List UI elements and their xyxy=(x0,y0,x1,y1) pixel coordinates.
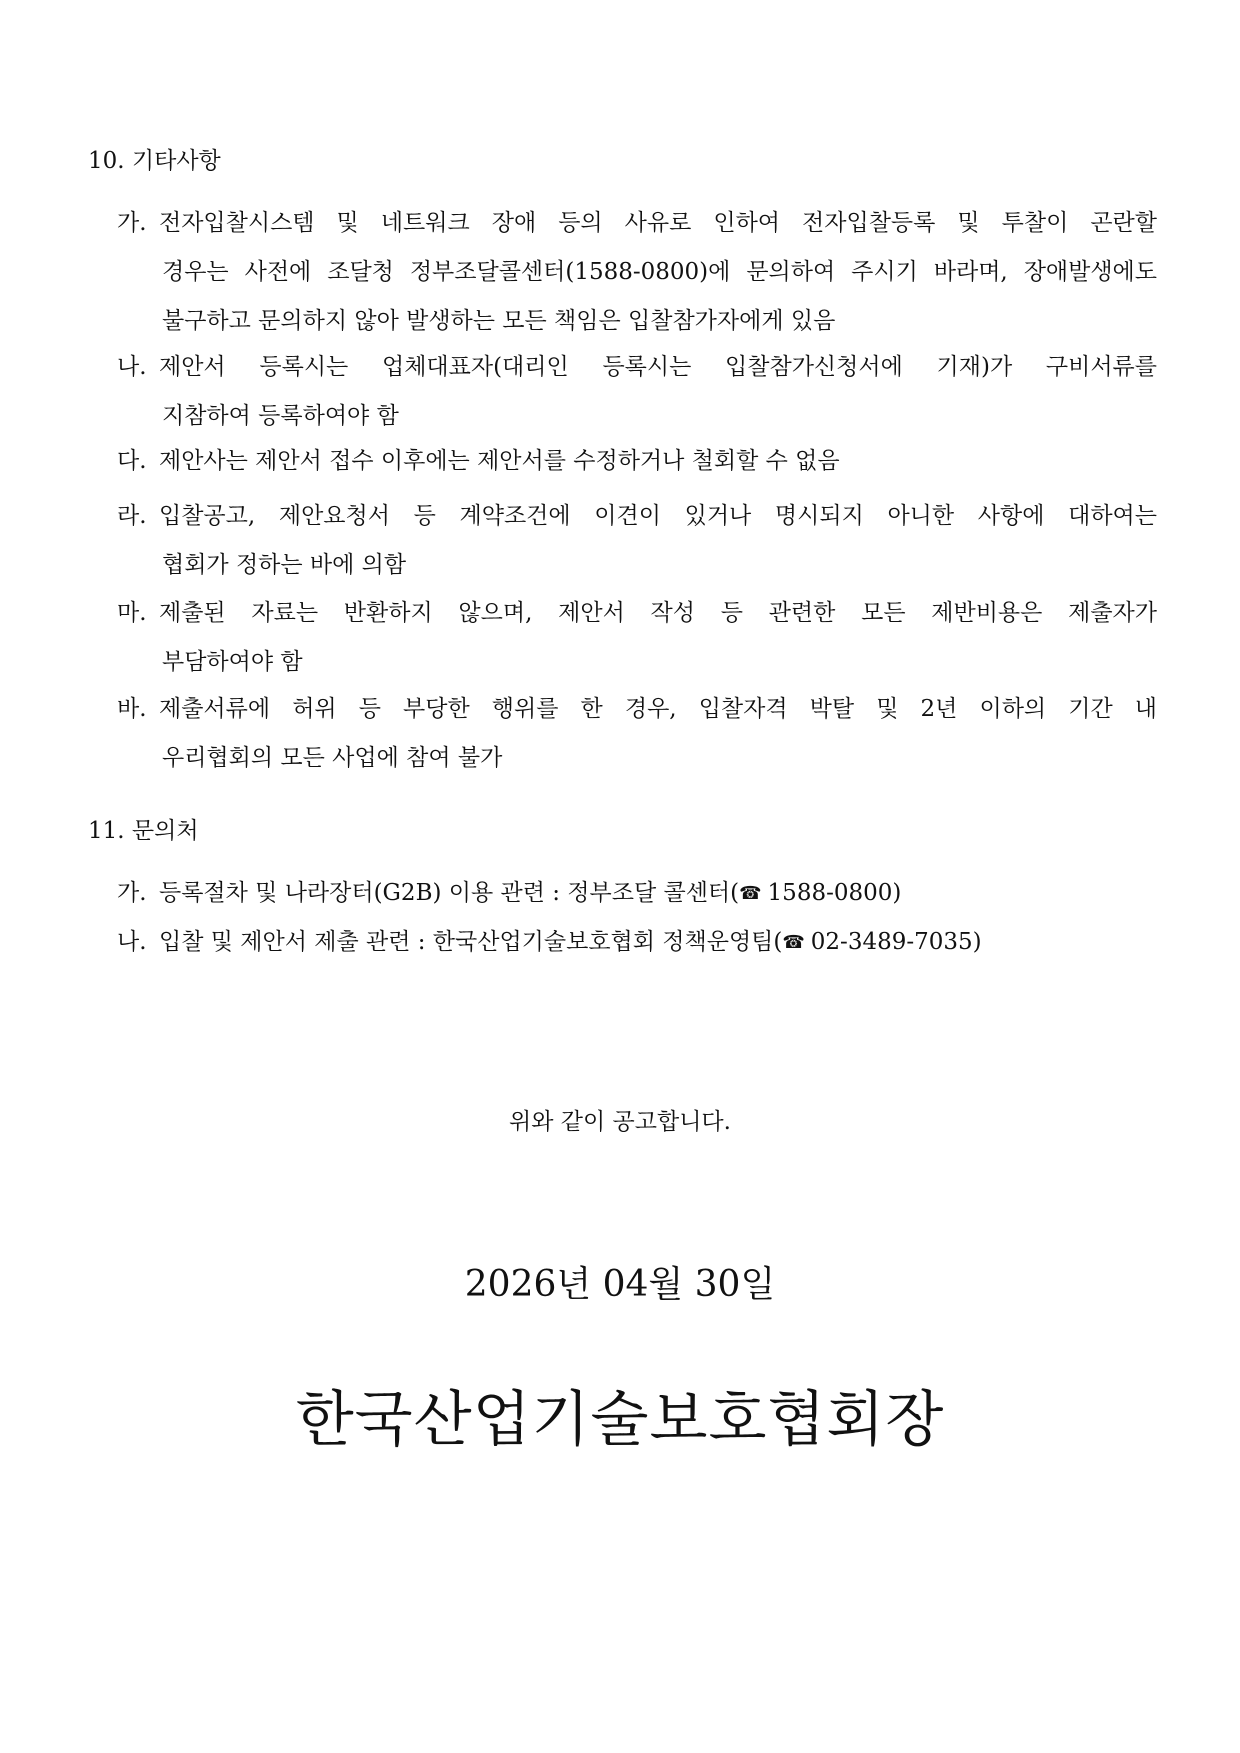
item-line xyxy=(117,743,1157,792)
section-11-heading: 11. 문의처 xyxy=(88,818,199,844)
item-text: 제출된 자료는 반환하지 않으며, 제안서 작성 등 관련한 모든 제반비용은 제출자가 xyxy=(159,600,1157,626)
section-10-item-ba xyxy=(117,694,1157,792)
telephone-icon: ☎ xyxy=(739,883,762,904)
item-text: 부담하여야 함 xyxy=(162,649,303,675)
contact-phone: 02-3489-7035) xyxy=(810,929,982,955)
item-line xyxy=(117,208,1157,257)
item-marker: 마. xyxy=(117,600,147,626)
section-10-item-da xyxy=(117,446,1157,495)
item-text: 경우는 사전에 조달청 정부조달콜센터(1588-0800)에 문의하여 주시기 바라며, 장애발생에도 xyxy=(162,259,1157,285)
item-marker: 가. xyxy=(117,210,147,236)
section-10-item-na xyxy=(117,352,1157,450)
item-line xyxy=(117,647,1157,696)
section-10-item-ga xyxy=(117,208,1157,355)
issuer-signature: 한국산업기술보호협회장 xyxy=(295,1385,945,1455)
item-text: 협회가 정하는 바에 의함 xyxy=(162,552,407,578)
item-marker: 나. xyxy=(117,929,147,955)
item-marker: 라. xyxy=(117,503,147,529)
closing-statement: 위와 같이 공고합니다. xyxy=(509,1109,731,1135)
announcement-date: 2026년 04월 30일 xyxy=(464,1264,776,1305)
telephone-icon: ☎ xyxy=(782,932,805,953)
section-10-heading: 10. 기타사항 xyxy=(88,148,221,174)
contact-text: 등록절차 및 나라장터(G2B) 이용 관련 : 정부조달 콜센터( xyxy=(159,880,740,906)
item-text: 제안서 등록시는 업체대표자(대리인 등록시는 입찰참가신청서에 기재)가 구비서류를 xyxy=(159,354,1157,380)
item-line xyxy=(117,598,1157,647)
item-text: 우리협회의 모든 사업에 참여 불가 xyxy=(162,745,503,771)
contact-item-na xyxy=(117,927,982,957)
item-marker: 나. xyxy=(117,354,147,380)
item-line xyxy=(117,446,1157,495)
section-10-item-ma xyxy=(117,598,1157,696)
item-text: 입찰공고, 제안요청서 등 계약조건에 이견이 있거나 명시되지 아니한 사항에 대하여는 xyxy=(159,503,1157,529)
section-10-item-ra xyxy=(117,501,1157,599)
item-line xyxy=(117,694,1157,743)
contact-text: 입찰 및 제안서 제출 관련 : 한국산업기술보호협회 정책운영팀( xyxy=(159,929,783,955)
item-text: 전자입찰시스템 및 네트워크 장애 등의 사유로 인하여 전자입찰등록 및 투찰이 곤란할 xyxy=(159,210,1157,236)
contact-item-ga xyxy=(117,878,901,908)
item-text: 제출서류에 허위 등 부당한 행위를 한 경우, 입찰자격 박탈 및 2년 이하의 기간 내 xyxy=(159,696,1157,722)
item-text: 제안사는 제안서 접수 이후에는 제안서를 수정하거나 철회할 수 없음 xyxy=(159,448,840,474)
contact-phone: 1588-0800) xyxy=(767,880,902,906)
item-marker: 다. xyxy=(117,448,147,474)
item-line xyxy=(117,306,1157,355)
item-line xyxy=(117,257,1157,306)
item-marker: 바. xyxy=(117,696,147,722)
item-text: 지참하여 등록하여야 함 xyxy=(162,403,399,429)
item-line xyxy=(117,550,1157,599)
item-marker: 가. xyxy=(117,880,147,906)
item-line xyxy=(117,352,1157,401)
item-line xyxy=(117,501,1157,550)
item-line xyxy=(117,401,1157,450)
item-text: 불구하고 문의하지 않아 발생하는 모든 책임은 입찰참가자에게 있음 xyxy=(162,308,836,334)
